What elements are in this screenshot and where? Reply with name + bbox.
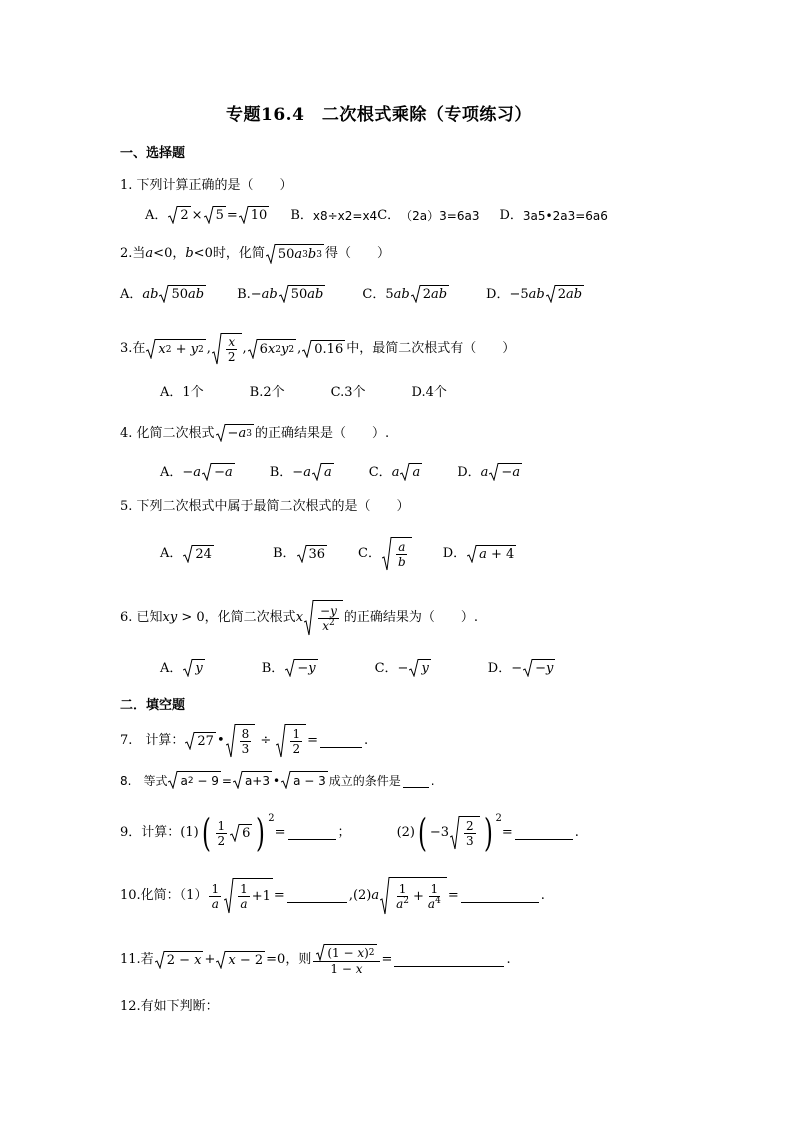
q6-text-end: 的正确结果为（ ）.: [343, 610, 479, 625]
question-6-stem: 6. 已知 xy > 0 ，化简二次根式 x −y $x^2$ 的正确结果为（ ）.: [120, 600, 478, 636]
option-d-label: D．: [486, 286, 510, 302]
question-5-stem: 5. 下列二次根式中属于最简二次根式的是（ ）: [120, 499, 410, 514]
q9-semicolon: ；: [337, 825, 351, 840]
option-c-label: C．: [368, 464, 392, 480]
q10-equals-1: =: [273, 888, 285, 903]
question-1-stem: 1. 下列计算正确的是（ ）: [120, 178, 293, 193]
option-a-label: A．: [120, 286, 143, 302]
option-b-label: B．: [269, 464, 293, 480]
option-c-label: C．: [358, 546, 381, 561]
option-b: B.2个: [249, 385, 285, 400]
answer-blank-2[interactable]: [515, 826, 573, 840]
answer-blank-1[interactable]: [287, 889, 347, 903]
option-a-label: A．: [145, 207, 168, 223]
q4-text-start: 4. 化简二次根式: [120, 425, 215, 441]
question-4-stem: 4. 化简二次根式 − a 3 的正确结果是（ ）.: [120, 425, 390, 441]
q7-label: 7. 计算：: [120, 733, 185, 748]
q9-label-2: (2): [396, 825, 415, 840]
page-title: 专题16.4 二次根式乘除（专项练习）: [226, 105, 532, 125]
q3-text-start: 3.在: [120, 341, 146, 356]
question-4-options: A． −a − a B． −a a C． a a D． a − a: [160, 464, 521, 480]
answer-blank[interactable]: [394, 953, 504, 967]
q11-equals: =: [381, 952, 393, 967]
q9-label: 9．计算：(1): [120, 825, 199, 840]
q2-text-start: 2.当: [120, 246, 146, 261]
option-d: D.4个: [411, 385, 447, 400]
question-10: 10.化简：（1） 1 a 1 a +1 = ,(2) a 1 $a^2$ + 1 $a^4$ = .: [120, 875, 545, 917]
option-c-label: C．: [374, 660, 398, 676]
q8-label: 8. 等式: [120, 773, 168, 788]
option-c-text: （2a）3=6a3: [400, 208, 480, 223]
question-11: 11.若 2 − x + x − 2 =0，则 (1 − x ) 2 1 − x = .: [120, 946, 511, 976]
option-b-label: B．: [261, 660, 285, 676]
q8-tail: .: [430, 773, 435, 788]
answer-blank-2[interactable]: [461, 889, 539, 903]
question-3-options: [160, 384, 447, 402]
q3-text-end: 中，最简二次根式有（ ）: [346, 341, 516, 356]
q10-separator: ,(2): [348, 888, 372, 903]
q11-text-mid: =0，则: [266, 952, 312, 967]
sqrt-10: 10: [239, 206, 270, 225]
option-d-label: D．: [499, 207, 523, 223]
q2-text-end: 得（ ）: [324, 246, 390, 261]
q2-text-mid1: <0，: [153, 246, 186, 261]
question-8: 8. 等式 a 2 − 9 = a+3 • a − 3 成立的条件是 .: [120, 771, 435, 790]
option-b-label: B．: [272, 546, 296, 561]
sqrt-2: 2: [168, 206, 190, 225]
answer-blank-1[interactable]: [288, 826, 336, 840]
option-a: A．1个: [160, 385, 204, 400]
q9-equals-2: =: [501, 825, 513, 840]
answer-blank[interactable]: [320, 734, 362, 748]
option-a-label: A．: [160, 546, 183, 561]
option-b-label: B．: [290, 207, 313, 223]
question-12: 12.有如下判断：: [120, 999, 219, 1014]
question-6-options: A． y B． − y C． − y D． − − y: [160, 660, 554, 676]
q9-tail: .: [574, 825, 579, 840]
q11-tail: .: [506, 952, 511, 967]
q11-label: 11.若: [120, 952, 154, 967]
answer-blank[interactable]: [403, 774, 429, 788]
question-2-stem: 2.当 a <0， b <0时，化简 50 a 3 b 3 得（ ）: [120, 244, 390, 264]
q2-text-mid2: <0时，化简: [193, 246, 265, 261]
option-b-text: x8÷x2=x4: [312, 208, 378, 223]
question-2-options: A． ab 50 ab B.− ab 50 ab C． 5ab 2 ab D． −5ab 2 ab: [120, 286, 583, 302]
q10-equals-2: =: [447, 888, 459, 903]
question-5-options: A． 24 B． 36 C． a b D． a + 4: [160, 537, 517, 571]
option-c-label: C．: [377, 207, 401, 223]
option-d-label: D．: [487, 660, 512, 676]
option-a-label: A．: [160, 660, 183, 676]
option-c: C.3个: [330, 385, 366, 400]
q6-text-start: 6. 已知: [120, 610, 163, 625]
option-d-label: D．: [457, 464, 481, 480]
option-d-text: 3a5•2a3=6a6: [522, 208, 608, 223]
q4-text-end: 的正确结果是（ ）.: [254, 425, 390, 441]
q6-text-mid: ，化简二次根式: [204, 610, 296, 625]
question-1-options: A． 2 × 5 = 10 B． x8÷x2=x4 C． （2a）3=6a3 D． 3a5•2a3=6a6: [145, 207, 608, 223]
option-a-label: A．: [160, 464, 183, 480]
q10-tail: .: [540, 888, 545, 903]
q8-text: 成立的条件是: [328, 773, 401, 788]
question-9: 9．计算：(1) ( 1 2 6 ) 2 = ； (2) ( −3 2 3 ) 2 = .: [120, 811, 579, 855]
question-7: 7. 计算： 27 • 8 3 ÷ 1 2 = .: [120, 724, 368, 758]
q7-equals: =: [307, 733, 318, 748]
question-3-stem: 3.在 x 2 + y 2 , x 2 , 6 x 2 y 2 , 0.16 中，最简二次根式有（ ）: [120, 335, 516, 364]
section-heading-choice: 一、选择题: [120, 146, 186, 161]
q7-tail: .: [363, 733, 369, 748]
option-b-label: B.−: [237, 286, 262, 302]
section-heading-fill: 二．填空题: [120, 698, 186, 713]
sqrt-5: 5: [204, 206, 226, 225]
q10-label: 10.化简：（1）: [120, 888, 208, 903]
q9-equals-1: =: [274, 825, 286, 840]
option-c-label: C．: [362, 286, 386, 302]
option-d-label: D．: [442, 546, 467, 561]
sqrt-50a3b3: 50 a 3 b 3: [266, 244, 324, 264]
